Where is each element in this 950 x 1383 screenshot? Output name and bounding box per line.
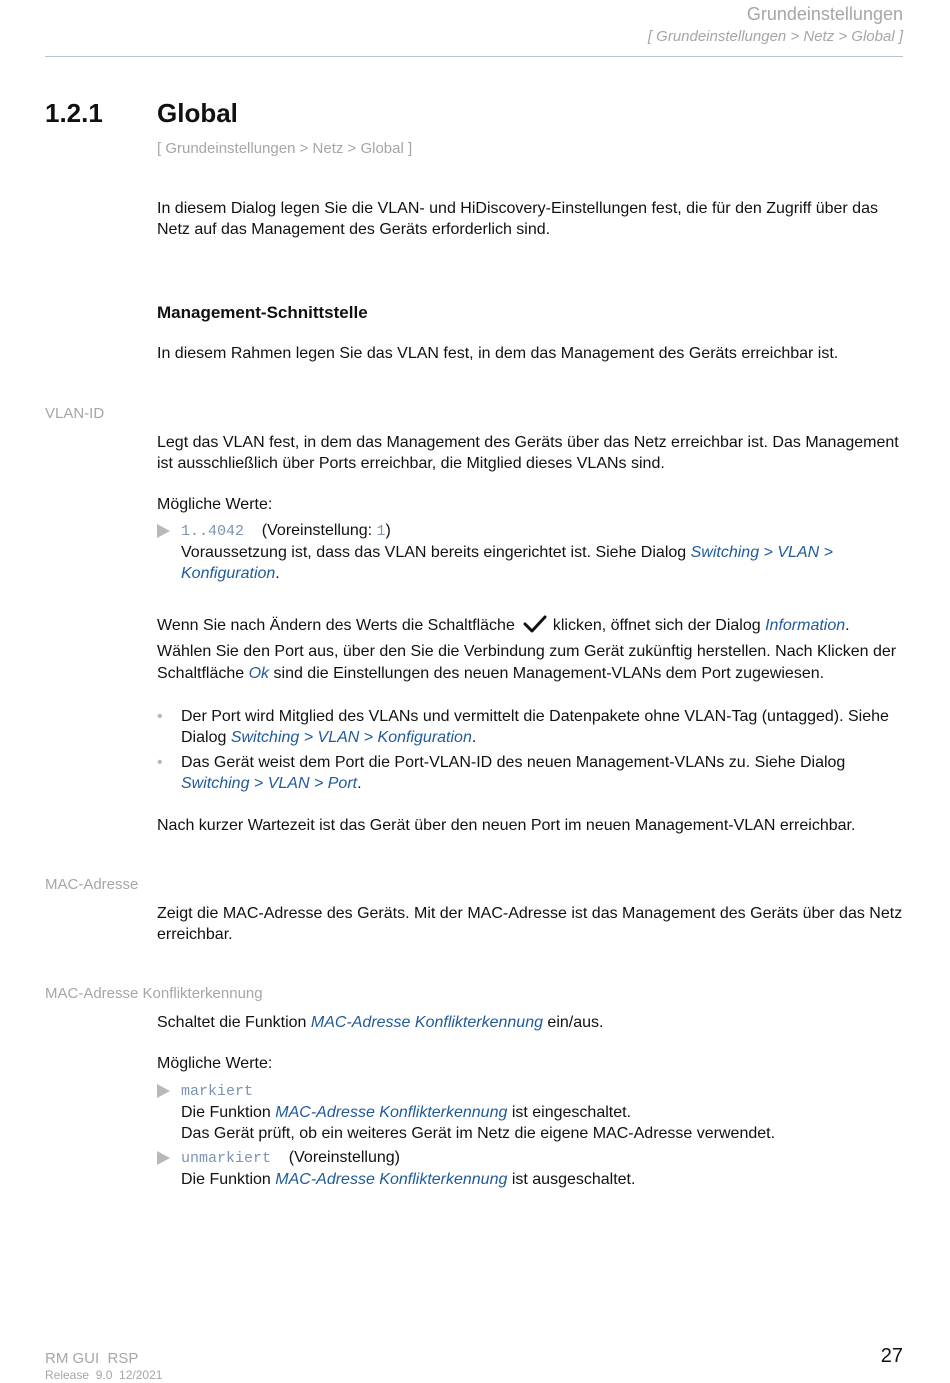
vlan-port-link[interactable]: Switching > VLAN > Port [181,775,358,792]
vlan-id-description: Legt das VLAN fest, in dem das Management des Geräts über das Netz erreichbar ist. Das Management ist ausschließlich über Ports erreichbar, die Mitglied dieses VLANs sind. [157,434,899,472]
mac-conflict-value-unchecked [157,1147,903,1190]
value-unmarkiert-text-a: Die Funktion [181,1171,276,1188]
mac-conflict-desc-b: ein/aus. [542,1014,604,1031]
triangle-bullet-icon [157,524,170,538]
vlan-id-default-close: ) [385,522,391,539]
vlan-id-possible-values: Mögliche Werte: [157,496,273,513]
vlan-id-requirement-end: . [275,565,280,582]
section-number: 1.2.1 [45,98,103,128]
page-number: 27 [880,1345,903,1367]
checkmark-icon [523,614,547,641]
value-unmarkiert: unmarkiert [181,1150,272,1167]
vlan-id-range: 1..4042 [181,523,245,540]
value-markiert-detail: Das Gerät prüft, ob ein weiteres Gerät im Netz die eigene MAC-Adresse verwendet. [181,1125,776,1142]
bullet-1-text: Der Port wird Mitglied des VLANs und vermittelt die Datenpakete ohne VLAN-Tag (untagged). Siehe Dialog [181,708,889,746]
vlan-bullet-2 [157,752,903,794]
vlan-configuration-link[interactable]: Switching > VLAN > Konfiguration [181,544,833,582]
apply-text-a: Wenn Sie nach Ändern des Werts die Schaltfläche [157,617,515,634]
mac-address-description: Zeigt die MAC-Adresse des Geräts. Mit der MAC-Adresse ist das Management des Geräts über das Netz erreichbar. [157,905,903,943]
triangle-bullet-icon [157,1084,170,1098]
ok-button-reference: Ok [248,665,270,682]
vlan-id-default-value: 1 [376,523,386,540]
bullet-2-end: . [357,775,362,792]
running-header-path: [ Grundeinstellungen > Netz > Global ] [647,28,903,45]
mac-conflict-function-link-3[interactable]: MAC-Adresse Konflikterkennung [275,1171,508,1188]
mac-conflict-function-link-2[interactable]: MAC-Adresse Konflikterkennung [275,1104,508,1121]
vlan-id-after-text: Nach kurzer Wartezeit ist das Gerät über den neuen Port im neuen Management-VLAN erreichbar. [157,817,856,834]
value-unmarkiert-text-b: ist ausgeschaltet. [507,1171,636,1188]
mac-conflict-label: MAC-Adresse Konflikterkennung [45,985,263,1002]
vlan-configuration-link-2[interactable]: Switching > VLAN > Konfiguration [230,729,472,746]
bullet-dot-icon: • [157,754,163,771]
vlan-id-label: VLAN-ID [45,405,105,422]
mac-conflict-desc-a: Schaltet die Funktion [157,1014,311,1031]
apply-text-c: . Wählen Sie den Port aus, über den Sie die Verbindung zum Gerät zukünftig herstellen. Nach Klicken der Schaltfläche [157,617,897,682]
section-path: [ Grundeinstellungen > Netz > Global ] [157,140,413,157]
bullet-dot-icon: • [157,708,163,725]
management-heading: Management-Schnittstelle [157,303,368,322]
intro-paragraph: In diesem Dialog legen Sie die VLAN- und HiDiscovery-Einstellungen fest, die für den Zugriff über das Netz auf das Management des Geräts erforderlich sind. [157,200,878,238]
value-markiert: markiert [181,1083,254,1100]
footer-document-name: RM GUI RSP [45,1350,139,1367]
vlan-bullet-1 [157,706,903,748]
bullet-2-text: Das Gerät weist dem Port die Port-VLAN-ID des neuen Management-VLANs zu. Siehe Dialog [181,754,846,771]
mac-conflict-description [157,1012,903,1033]
vlan-id-default-open: (Voreinstellung: [261,522,377,539]
vlan-id-requirement-text: Voraussetzung ist, dass das VLAN bereits eingerichtet ist. Siehe Dialog [181,544,691,561]
apply-text-d: sind die Einstellungen des neuen Management-VLANs dem Port zugewiesen. [269,665,825,682]
information-dialog-link[interactable]: Information [765,617,846,634]
bullet-1-end: . [471,729,477,746]
mac-conflict-function-link[interactable]: MAC-Adresse Konflikterkennung [310,1014,543,1031]
value-unmarkiert-default: (Voreinstellung) [288,1149,400,1166]
header-divider [45,56,903,57]
management-description: In diesem Rahmen legen Sie das VLAN fest, in dem das Management des Geräts erreichbar ist. [157,345,839,362]
apply-text-b: klicken, öffnet sich der Dialog [552,617,766,634]
mac-address-label: MAC-Adresse [45,876,139,893]
vlan-id-apply-paragraph [157,614,903,685]
triangle-bullet-icon [157,1151,170,1165]
section-title: Global [157,98,238,128]
footer-release: Release 9.0 12/2021 [45,1368,163,1382]
value-markiert-text-a: Die Funktion [181,1104,276,1121]
value-markiert-text-b: ist eingeschaltet. [507,1104,631,1121]
mac-conflict-possible-values: Mögliche Werte: [157,1055,273,1072]
mac-conflict-value-checked [157,1080,903,1144]
vlan-id-value-item [157,520,903,584]
running-header-title: Grundeinstellungen [746,4,903,24]
